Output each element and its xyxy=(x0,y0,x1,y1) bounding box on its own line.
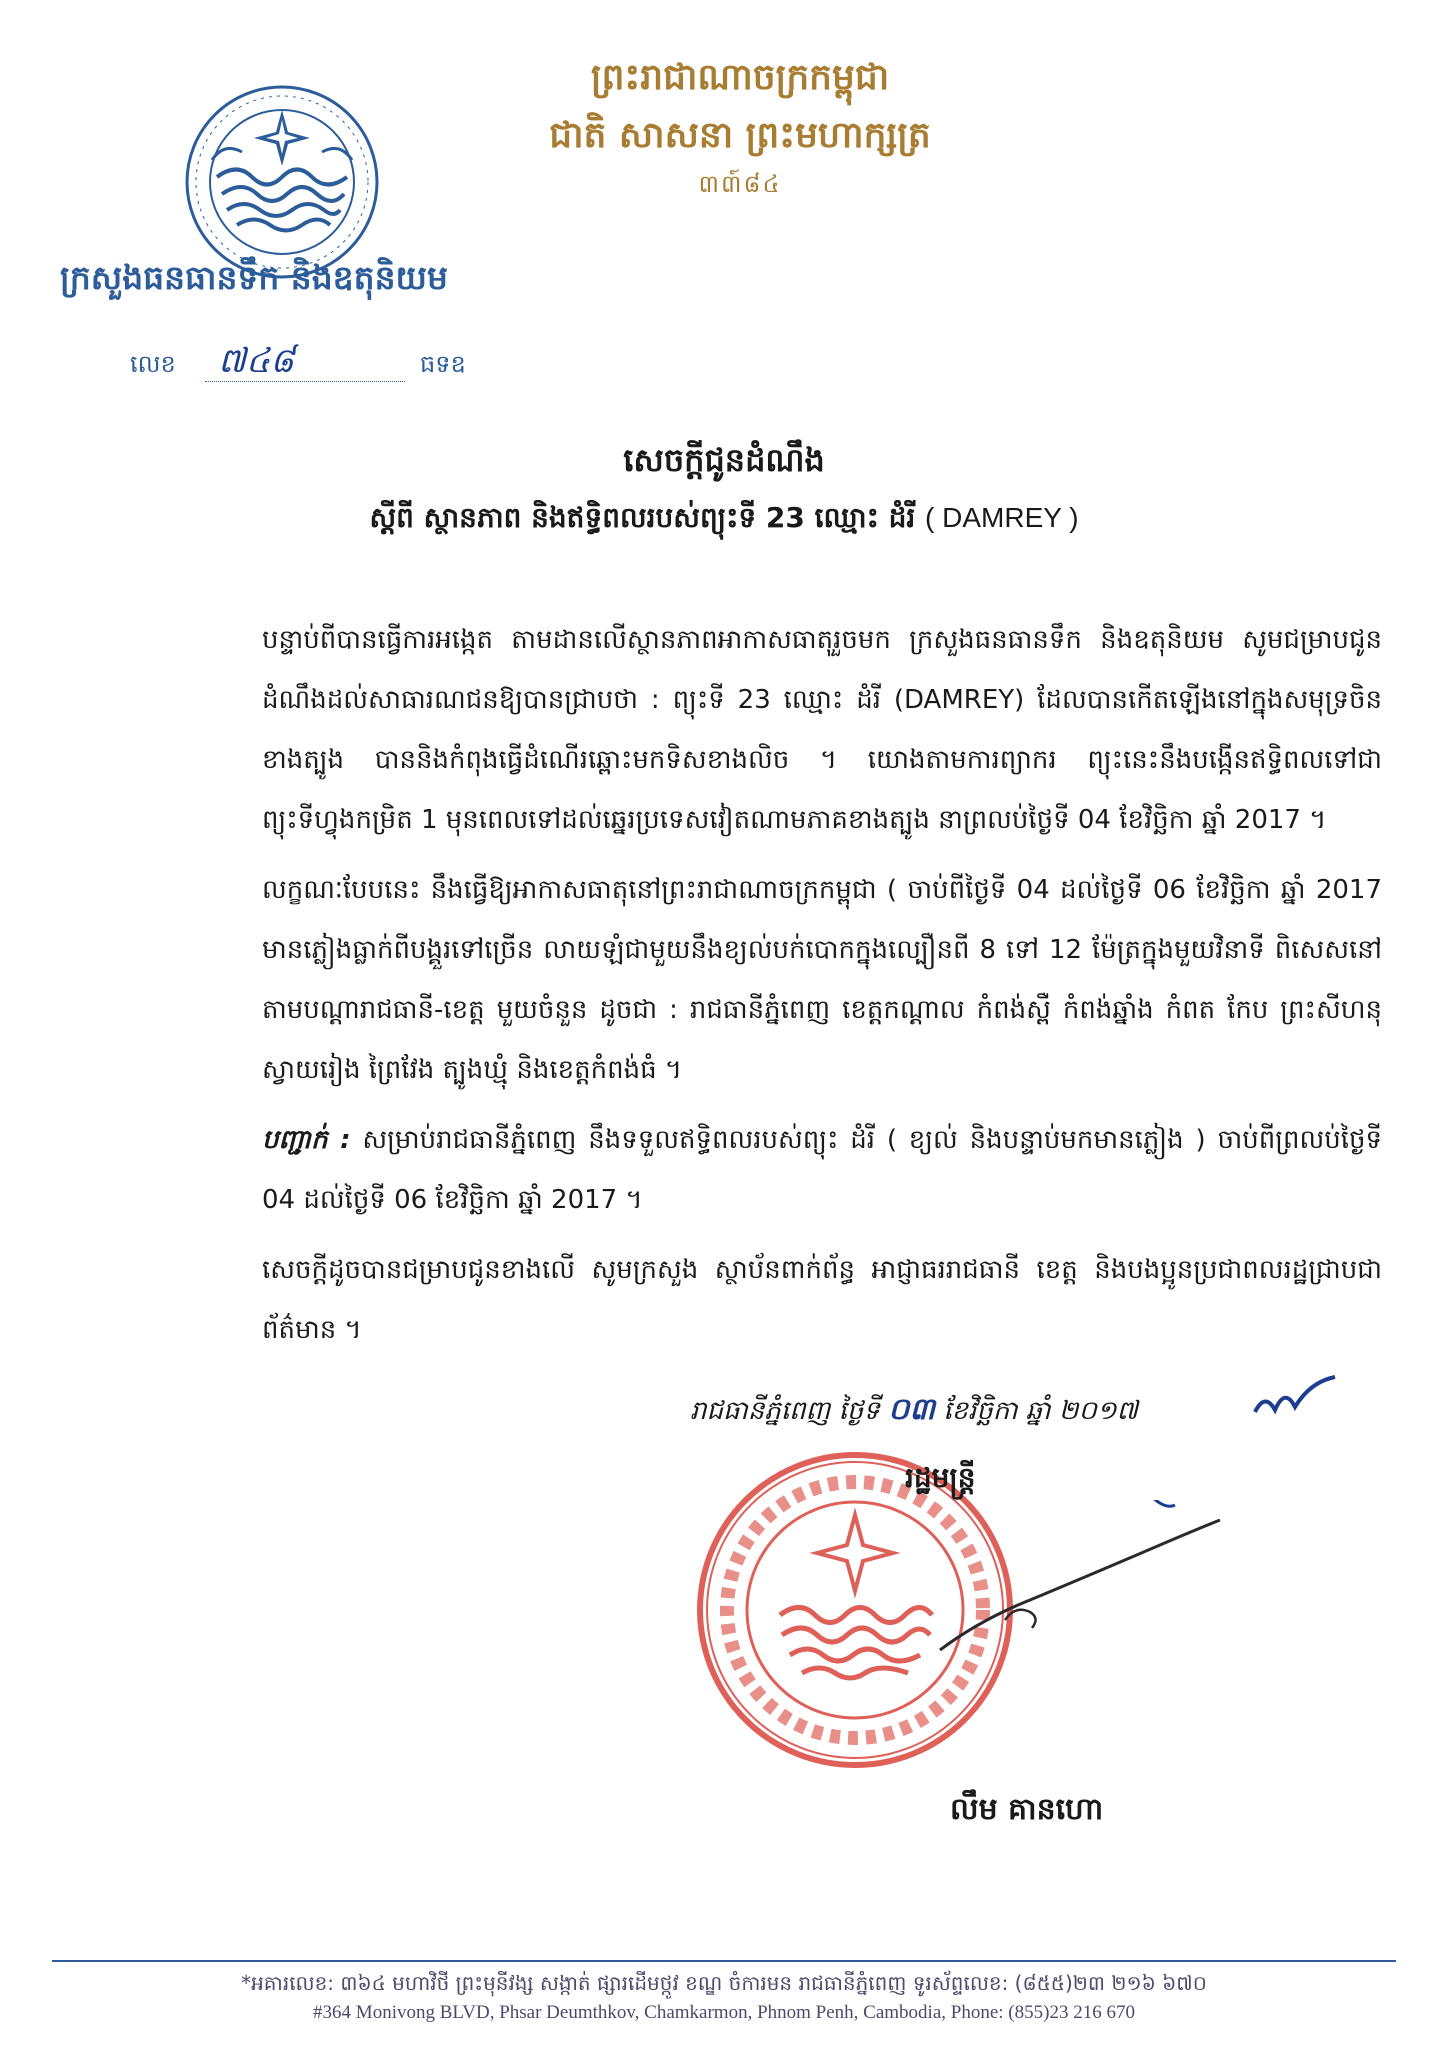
date-prefix: រាជធានីភ្នំពេញ ថ្ងៃទី xyxy=(690,1396,880,1426)
initial-mark-icon xyxy=(1250,1372,1340,1422)
document-body xyxy=(262,610,1382,1370)
reference-number: ៧៤៨ xyxy=(218,341,295,381)
footer-address-khmer: *អគារលេខ: ៣៦៤ មហាវិថី ព្រះមុនីវង្ស សង្កាត់ ផ្សារដើមថ្កូវ ខណ្ឌ ចំការមន រាជធានីភ្នំពេញ ទូរស័ព្ទលេខ: (៨៥៥)២៣ ២១៦ ៦៧០ xyxy=(241,1971,1207,1995)
date-rest: ខែវិច្ឆិកា ឆ្នាំ ២០១៧ xyxy=(943,1396,1138,1426)
footer-divider xyxy=(52,1960,1396,1962)
footer xyxy=(0,1968,1448,2028)
footer-address-english: #364 Monivong BLVD, Phsar Deumthkov, Chamkarmon, Phnom Penh, Cambodia, Phone: (855)23 216 670 xyxy=(313,2002,1135,2023)
note-paragraph xyxy=(262,1110,1382,1230)
kingdom-line-1: ព្រះរាជាណាចក្រកម្ពុជា xyxy=(590,56,890,98)
signature-block xyxy=(690,1390,1390,1910)
reference-number-row xyxy=(130,341,466,385)
kingdom-line-2: ជាតិ សាសនា ព្រះមហាក្សត្រ xyxy=(549,114,931,156)
note-text: សម្រាប់រាជធានីភ្នំពេញ នឹងទទួលឥទ្ធិពលរបស់ព្យុះ ដំរី ( ខ្យល់ និងបន្ទាប់មកមានភ្លៀង ) ចាប់ពីព្រលប់ថ្ងៃទី 04 ដល់ថ្ងៃទី 06 ខែវិច្ឆិកា ឆ្នាំ 2017 ។ xyxy=(262,1125,1382,1215)
kingdom-header xyxy=(480,48,1000,204)
date-line xyxy=(690,1390,1310,1434)
ministry-name: ក្រសួងធនធានទឹក និងឧតុនិយម xyxy=(60,258,448,297)
kingdom-ornament: ៣៣៍៨៤ xyxy=(698,170,782,198)
date-day: ០៣ xyxy=(888,1392,935,1427)
ministry-logo-icon xyxy=(182,82,382,282)
paragraph-2: លក្ខណៈបែបនេះ នឹងធ្វើឱ្យអាកាសធាតុនៅព្រះរាជាណាចក្រកម្ពុជា ( ចាប់ពីថ្ងៃទី 04 ដល់ថ្ងៃទី 06 ខែវិច្ឆិកា ឆ្នាំ 2017 មានភ្លៀងធ្លាក់ពីបង្គួរទៅច្រើន លាយឡំជាមួយនឹងខ្យល់បក់បោកក្នុងល្បឿនពី 8 ទៅ 12 ម៉ែត្រក្នុងមួយវិនាទី ពិសេសនៅតាមបណ្តារាជធានី-ខេត្ត មួយចំនួន ដូចជា : រាជធានីភ្នំពេញ ខេត្តកណ្តាល កំពង់ស្ពឺ កំពង់ឆ្នាំង កំពត កែប ព្រះសីហនុ ស្វាយរៀង ព្រៃវែង ត្បូងឃ្មុំ និងខេត្តកំពង់ធំ ។ xyxy=(262,875,1382,1085)
document-subtitle xyxy=(0,500,1448,541)
minister-name: លឹម គានហោ xyxy=(950,1792,1104,1827)
paragraph-1: បន្ទាប់ពីបានធ្វើការអង្កេត តាមដានលើស្ថានភាពអាកាសធាតុរួចមក ក្រសួងធនធានទឹក និងឧតុនិយម សូមជម្រាបជូនដំណឹងដល់សាធារណជនឱ្យបានជ្រាបថា : ព្យុះទី 23 ឈ្មោះ ដំរី (DAMREY) ដែលបានកើតឡើងនៅក្នុងសមុទ្រចិនខាងត្បូង បាននិងកំពុងធ្វើដំណើរឆ្ពោះមកទិសខាងលិច ។ យោងតាមការព្យាករ ព្យុះនេះនឹងបង្កើនឥទ្ធិពលទៅជាព្យុះទីហ្វុងកម្រិត 1 មុនពេលទៅដល់ឆ្នេរប្រទេសវៀតណាមភាគខាងត្បូង នាព្រលប់ថ្ងៃទី 04 ខែវិច្ឆិកា ឆ្នាំ 2017 ។ xyxy=(262,625,1382,835)
subtitle-khmer: ស្តីពី ស្ថានភាព និងឥទ្ធិពលរបស់ព្យុះទី 23 ឈ្មោះ ដំរី xyxy=(369,501,916,534)
paragraph-3: សេចក្តីដូចបានជម្រាបជូនខាងលើ សូមក្រសួង ស្ថាប័នពាក់ព័ន្ធ អាជ្ញាធររាជធានី ខេត្ត និងបងប្អូនប្រជាពលរដ្ឋជ្រាបជាព័ត៌មាន ។ xyxy=(262,1255,1382,1345)
note-label: បញ្ជាក់ : xyxy=(262,1125,351,1155)
reference-suffix: ធទឧ xyxy=(420,350,466,378)
reference-label: លេខ xyxy=(130,350,176,378)
subtitle-latin: ( DAMREY ) xyxy=(925,502,1079,533)
handwritten-signature-icon xyxy=(920,1500,1240,1680)
document-title: សេចក្តីជូនដំណឹង xyxy=(623,441,825,479)
minister-title: រដ្ឋមន្ត្រី xyxy=(905,1461,976,1494)
